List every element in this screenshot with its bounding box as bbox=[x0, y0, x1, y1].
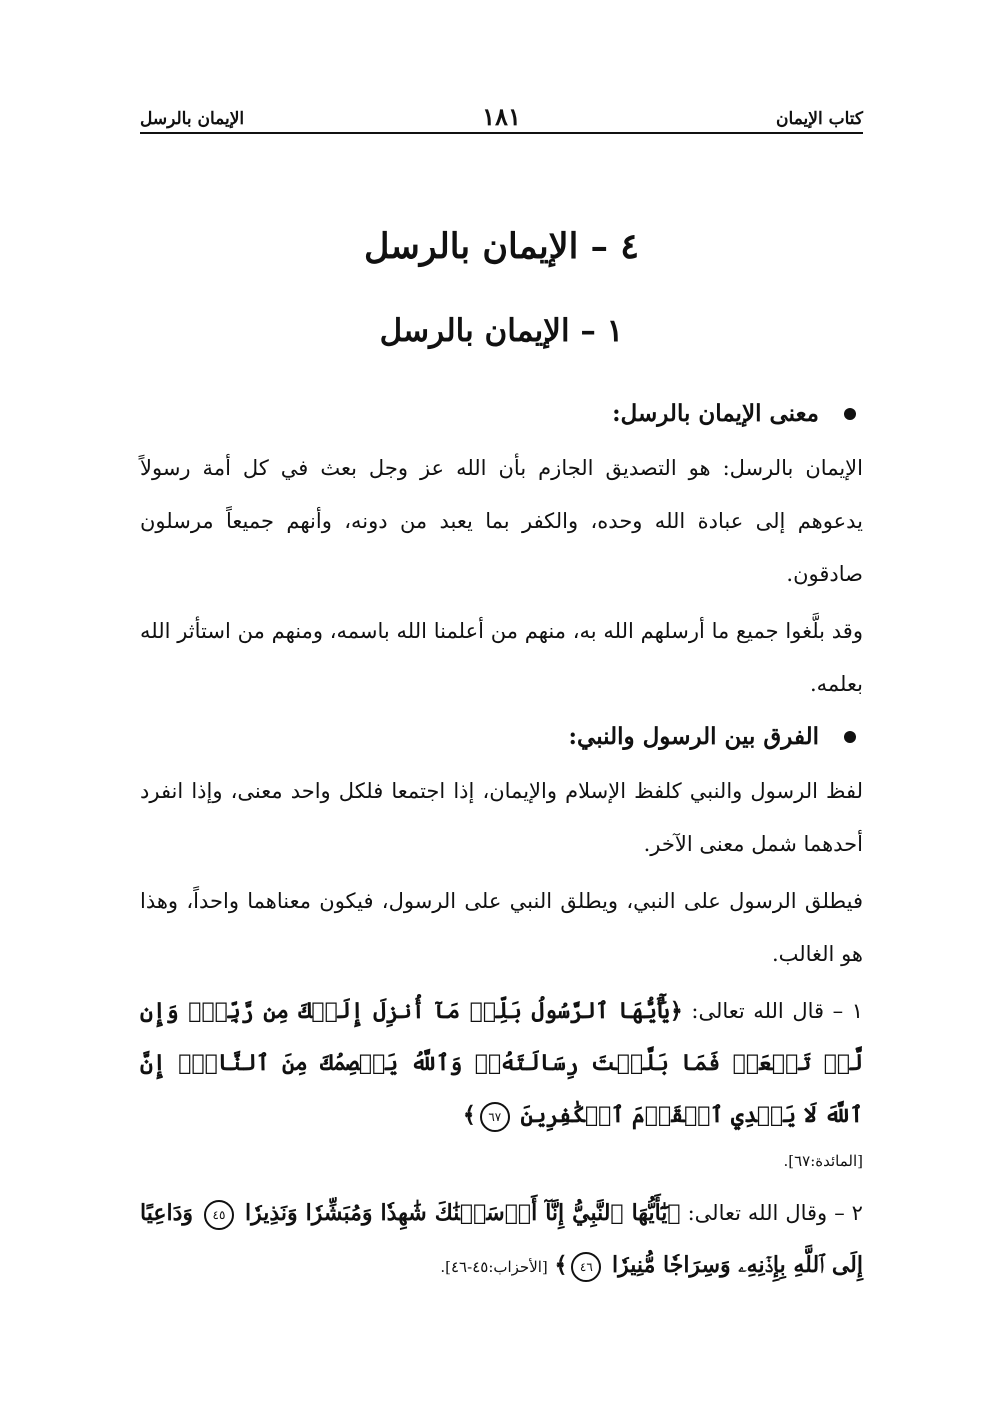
section-title: ١ – الإيمان بالرسل bbox=[379, 313, 624, 349]
bullet-heading bbox=[140, 717, 863, 757]
ayah-number-marker: ٦٧ bbox=[480, 1102, 510, 1132]
book-title: كتاب الإيمان bbox=[776, 109, 863, 129]
paragraph: الإيمان بالرسل: هو التصديق الجازم بأن الله عز وجل بعث في كل أمة رسولاً يدعوهم إلى عبادة الله وحده، والكفر بما يعبد من دونه، وأنهم جميعاً مرسلون صادقون. bbox=[140, 456, 863, 586]
bullet-heading bbox=[140, 394, 863, 434]
bullet-icon bbox=[844, 731, 856, 743]
header-rule bbox=[140, 132, 863, 134]
paragraph: لفظ الرسول والنبي كلفظ الإسلام والإيمان، إذا اجتمعا فلكل واحد معنى، وإذا انفرد أحدهما شمل معنى الآخر. bbox=[140, 779, 863, 856]
ornate-close-bracket: ﴾ bbox=[462, 1102, 476, 1128]
ayah-text: يَٰٓأَيُّهَا ٱلنَّبِيُّ إِنَّآ أَرۡسَلۡنَٰكَ شَٰهِدٗا وَمُبَشِّرٗا وَنَذِيرٗا bbox=[244, 1200, 668, 1226]
running-header bbox=[140, 104, 863, 134]
ayah-number-marker: ٤٥ bbox=[204, 1200, 234, 1230]
citation-intro: وقال الله تعالى: bbox=[687, 1201, 828, 1225]
bullet-icon bbox=[844, 408, 856, 420]
paragraph: فيطلق الرسول على النبي، ويطلق النبي على الرسول، فيكون معناهما واحداً، وهذا هو الغالب. bbox=[140, 889, 863, 966]
running-chapter-title: الإيمان بالرسل bbox=[140, 109, 245, 129]
ayah-text: وَدَاعِيًا إِلَى ٱللَّهِ بِإِذۡنِهِۦ وَسِرَاجٗا مُّنِيرٗا bbox=[140, 1200, 863, 1278]
ornate-open-bracket: ﴿ bbox=[669, 998, 683, 1024]
page-number: ١٨١ bbox=[482, 102, 521, 131]
citation-number: ١ – bbox=[832, 999, 863, 1023]
surah-reference: [المائدة:٦٧]. bbox=[783, 1152, 863, 1170]
chapter-title: ٤ – الإيمان بالرسل bbox=[363, 226, 640, 267]
surah-reference: [الأحزاب:٤٥-٤٦]. bbox=[440, 1258, 548, 1276]
ornate-open-bracket: ﴿ bbox=[667, 1200, 681, 1226]
quran-citation bbox=[140, 1187, 863, 1293]
paragraph: وقد بلَّغوا جميع ما أرسلهم الله به، منهم من أعلمنا الله باسمه، ومنهم من استأثر الله بعلمه. bbox=[140, 619, 863, 696]
ornate-close-bracket: ﴾ bbox=[554, 1252, 568, 1278]
page-body bbox=[140, 388, 863, 1293]
bullet-heading-text: معنى الإيمان بالرسل: bbox=[612, 400, 819, 427]
ayah-number-marker: ٤٦ bbox=[571, 1252, 601, 1282]
quran-citation bbox=[140, 985, 863, 1141]
bullet-heading-text: الفرق بين الرسول والنبي: bbox=[568, 723, 819, 750]
ayah-text: يَٰٓأَيُّهَا ٱلرَّسُولُ بَلِّغۡ مَآ أُنزِلَ إِلَيۡكَ مِن رَّبِّكَۖ وَإِن لَّمۡ تَفۡعَلۡ فَمَا بَلَّغۡتَ رِسَالَتَهُۥۚ وَٱللَّهُ يَعۡصِمُكَ مِنَ ٱلنَّاسِۗ إِنَّ ٱللَّهَ لَا يَهۡدِي ٱلۡقَوۡمَ ٱلۡكَٰفِرِينَ bbox=[140, 998, 863, 1128]
citation-intro: قال الله تعالى: bbox=[691, 999, 825, 1023]
citation-number: ٢ – bbox=[834, 1201, 863, 1225]
